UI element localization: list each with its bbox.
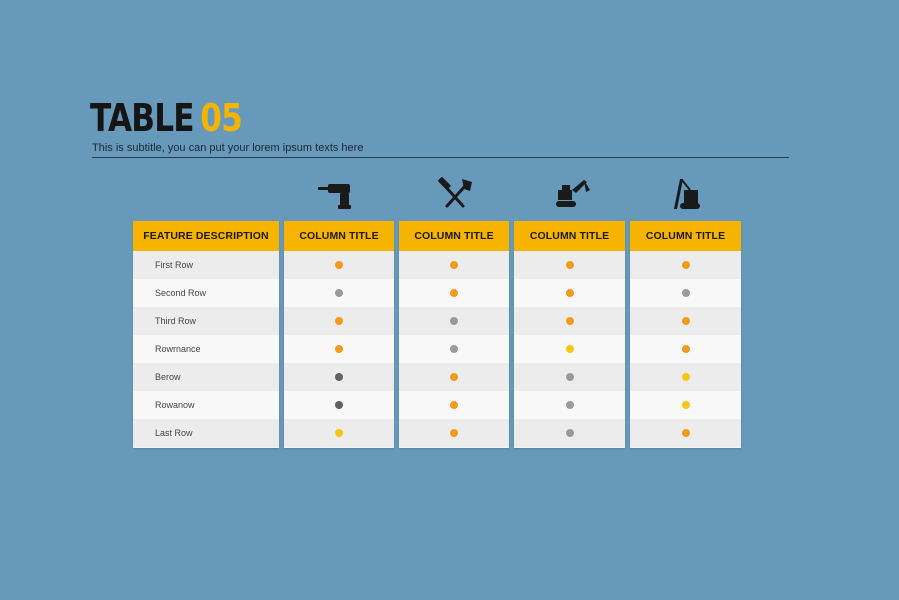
table-cell — [630, 391, 741, 419]
page-subtitle: This is subtitle, you can put your lorem ipsum texts here — [92, 142, 364, 154]
status-dot-gray — [566, 429, 574, 437]
status-dot-orange — [335, 317, 343, 325]
feature-column — [133, 221, 279, 448]
table-cell — [630, 363, 741, 391]
status-dot-yellow — [682, 373, 690, 381]
table-cell — [399, 335, 509, 363]
status-dot-orange — [566, 261, 574, 269]
table-cell — [630, 251, 741, 279]
table-cell — [514, 419, 625, 447]
table-cell — [514, 363, 625, 391]
crane-icon — [664, 176, 704, 212]
column-header: COLUMN TITLE — [514, 221, 625, 251]
table-cell — [284, 391, 394, 419]
data-column-1 — [284, 221, 394, 448]
data-column-4 — [630, 221, 741, 448]
status-dot-orange — [566, 317, 574, 325]
feature-row: Third Row — [133, 307, 279, 335]
table-cell — [399, 391, 509, 419]
status-dot-gray — [450, 345, 458, 353]
status-dot-orange — [450, 429, 458, 437]
table-cell — [284, 251, 394, 279]
status-dot-orange — [682, 429, 690, 437]
status-dot-orange — [682, 345, 690, 353]
data-column-2 — [399, 221, 509, 448]
table-cell — [399, 419, 509, 447]
feature-row: Rowanow — [133, 391, 279, 419]
excavator-icon — [552, 176, 592, 212]
table-cell — [284, 363, 394, 391]
table-cell — [399, 251, 509, 279]
feature-row: Berow — [133, 363, 279, 391]
table-cell — [630, 307, 741, 335]
table-cell — [399, 363, 509, 391]
table-cell — [514, 251, 625, 279]
status-dot-orange — [335, 261, 343, 269]
table-cell — [399, 307, 509, 335]
page-title — [90, 96, 242, 140]
table-cell — [630, 419, 741, 447]
column-header: COLUMN TITLE — [399, 221, 509, 251]
column-header: COLUMN TITLE — [630, 221, 741, 251]
title-main: TABLE — [90, 96, 194, 140]
data-column-3 — [514, 221, 625, 448]
feature-header: FEATURE DESCRIPTION — [133, 221, 279, 251]
feature-row: First Row — [133, 251, 279, 279]
feature-row: Last Row — [133, 419, 279, 447]
table-cell — [399, 279, 509, 307]
status-dot-orange — [566, 289, 574, 297]
status-dot-orange — [335, 345, 343, 353]
status-dot-orange — [450, 261, 458, 269]
table-cell — [284, 307, 394, 335]
table-cell — [514, 307, 625, 335]
status-dot-gray — [682, 289, 690, 297]
status-dot-yellow — [335, 429, 343, 437]
drill-icon — [316, 176, 356, 212]
table-cell — [514, 279, 625, 307]
table-cell — [514, 391, 625, 419]
status-dot-orange — [682, 261, 690, 269]
status-dot-orange — [450, 373, 458, 381]
table-cell — [284, 335, 394, 363]
feature-row: Second Row — [133, 279, 279, 307]
feature-row: Rowrnance — [133, 335, 279, 363]
title-divider — [92, 157, 789, 158]
hammer-shovel-icon — [435, 176, 475, 212]
status-dot-orange — [450, 289, 458, 297]
status-dot-orange — [450, 401, 458, 409]
table-cell — [630, 335, 741, 363]
status-dot-yellow — [566, 345, 574, 353]
column-header: COLUMN TITLE — [284, 221, 394, 251]
table-cell — [514, 335, 625, 363]
status-dot-dark — [335, 401, 343, 409]
table-cell — [284, 419, 394, 447]
status-dot-gray — [450, 317, 458, 325]
title-number: 05 — [200, 96, 243, 140]
table-cell — [630, 279, 741, 307]
status-dot-dark — [335, 373, 343, 381]
status-dot-gray — [566, 401, 574, 409]
table-cell — [284, 279, 394, 307]
status-dot-yellow — [682, 401, 690, 409]
status-dot-gray — [335, 289, 343, 297]
status-dot-orange — [682, 317, 690, 325]
status-dot-gray — [566, 373, 574, 381]
